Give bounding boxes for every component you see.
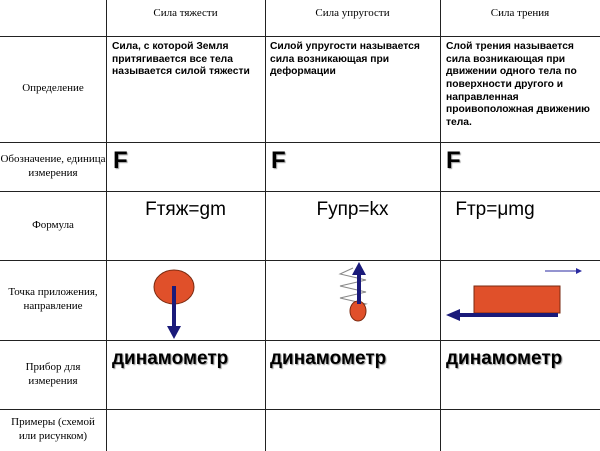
definition-elastic: Силой упругости называется сила возникающая при деформации [270,41,420,78]
row-label-definition: Определение [22,82,84,95]
tool-friction: динамометр [446,348,563,369]
table-divider [106,0,107,451]
table-divider [440,0,441,451]
row-label-tool: Прибор для измерения [25,360,81,387]
definition-gravity: Сила, с которой Земля притягивается все тела называется силой тяжести [112,41,250,78]
definition-friction: Слой трения называется сила возникающая при движении одного тела по поверхности другого и направленная проивоположная движению тела. [446,41,590,128]
row-label-notation: Обозначение, единица измерения [0,152,106,179]
header-friction: Сила трения [490,7,550,19]
tool-gravity: динамометр [112,348,229,369]
table-divider [265,0,266,451]
motion-arrow-head [576,268,582,274]
formula-friction: Fтр=μmg [455,199,535,220]
sliding-block [474,286,560,313]
row-label-examples: Примеры (схемой или рисунком) [11,416,95,442]
formula-gravity: Fтяж=gm [145,199,226,220]
spring-diagram-icon [265,260,440,340]
header-elastic: Сила упругости [315,7,390,19]
gravity-diagram-icon [106,260,265,340]
symbol-elastic: F [271,147,286,174]
row-label-point: Точка приложения, направление [8,286,98,312]
header-gravity: Сила тяжести [153,7,218,19]
symbol-gravity: F [113,147,128,174]
elastic-arrow-head [352,262,366,275]
row-label-formula: Формула [32,218,74,231]
symbol-friction: F [446,147,461,174]
friction-diagram-icon [440,260,600,340]
friction-arrow-head [446,309,460,321]
gravity-arrow-head [167,326,181,339]
formula-elastic: Fупр=kx [316,199,389,220]
tool-elastic: динамометр [270,348,387,369]
